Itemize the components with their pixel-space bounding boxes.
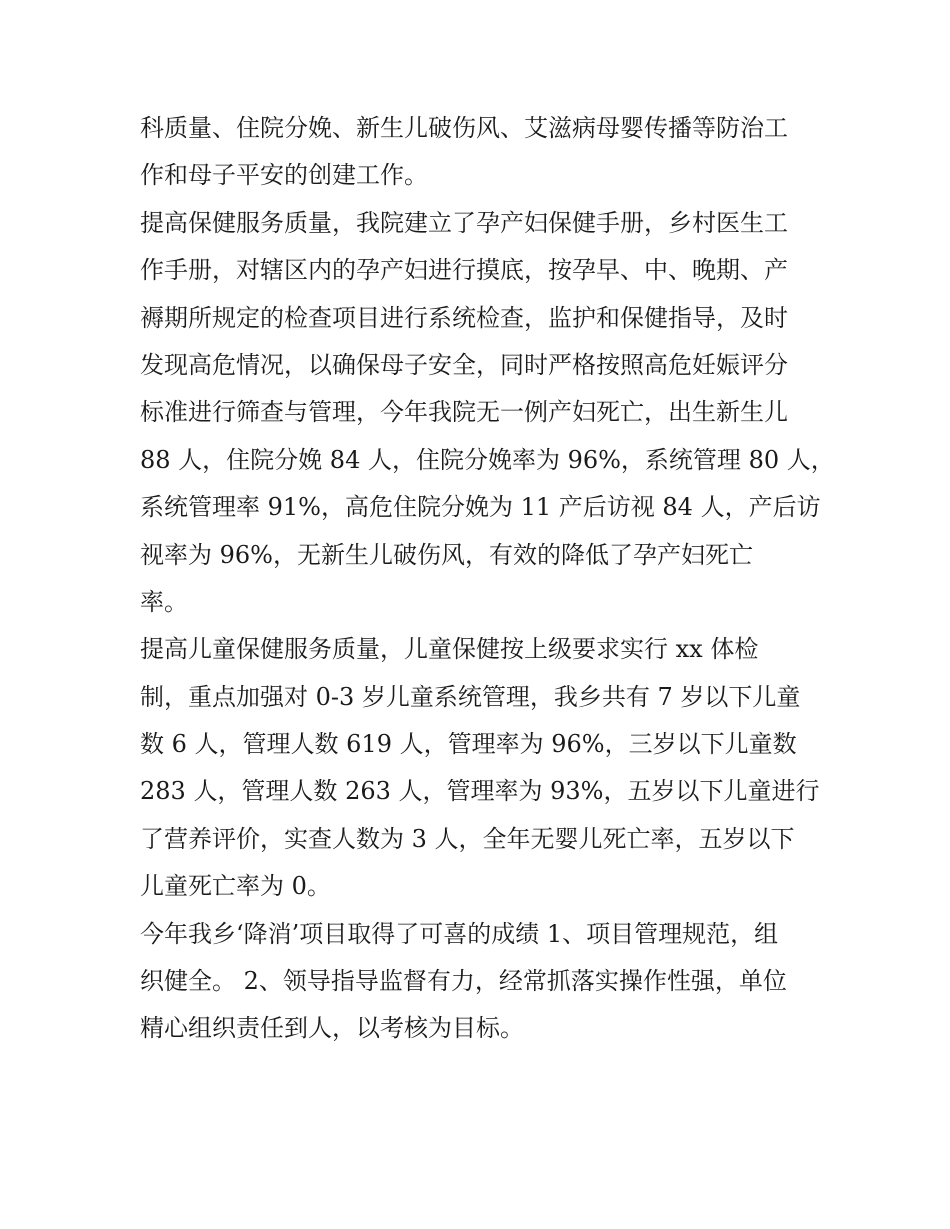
text-line: 率。 [140, 587, 188, 616]
text-line: 标准进行筛查与管理，今年我院无一例产妇死亡，出生新生儿 [140, 398, 788, 427]
text-line: 科质量、住院分娩、新生儿破伤风、艾滋病母婴传播等防治工 [140, 114, 788, 142]
text-line: 视率为 96%，无新生儿破伤风，有效的降低了孕产妇死亡 [140, 540, 753, 569]
text-line: 作和母子平安的创建工作。 [140, 161, 428, 190]
text-line: 283 人，管理人数 263 人，管理率为 93%，五岁以下儿童进行 [140, 777, 820, 806]
body-text [140, 105, 835, 1053]
text-line: 精心组织责任到人，以考核为目标。 [140, 1014, 524, 1043]
text-line: 织健全。 2、领导指导监督有力，经常抓落实操作性强，单位 [140, 967, 787, 996]
text-line: 数 6 人，管理人数 619 人，管理率为 96%，三岁以下儿童数 [140, 730, 797, 759]
text-line: 系统管理率 91%，高危住院分娩为 11 产后访视 84 人，产后访 [140, 493, 821, 522]
text-line: 儿童死亡率为 0。 [140, 872, 331, 901]
text-line: 88 人，住院分娩 84 人，住院分娩率为 96%，系统管理 80 人， [140, 445, 835, 474]
text-line: 作手册，对辖区内的孕产妇进行摸底，按孕早、中、晚期、产 [140, 256, 788, 285]
text-line: 今年我乡‘降消’项目取得了可喜的成绩 1、项目管理规范，组 [140, 919, 779, 948]
text-line: 发现高危情况，以确保母子安全，同时严格按照高危妊娠评分 [140, 350, 788, 379]
text-line: 褥期所规定的检查项目进行系统检查，监护和保健指导，及时 [140, 303, 788, 332]
text-line: 了营养评价，实查人数为 3 人，全年无婴儿死亡率，五岁以下 [140, 824, 795, 853]
text-line: 制，重点加强对 0-3 岁儿童系统管理，我乡共有 7 岁以下儿童 [140, 682, 801, 711]
text-line: 提高保健服务质量，我院建立了孕产妇保健手册，乡村医生工 [140, 208, 788, 237]
text-line: 提高儿童保健服务质量，儿童保健按上级要求实行 xx 体检 [140, 635, 759, 664]
